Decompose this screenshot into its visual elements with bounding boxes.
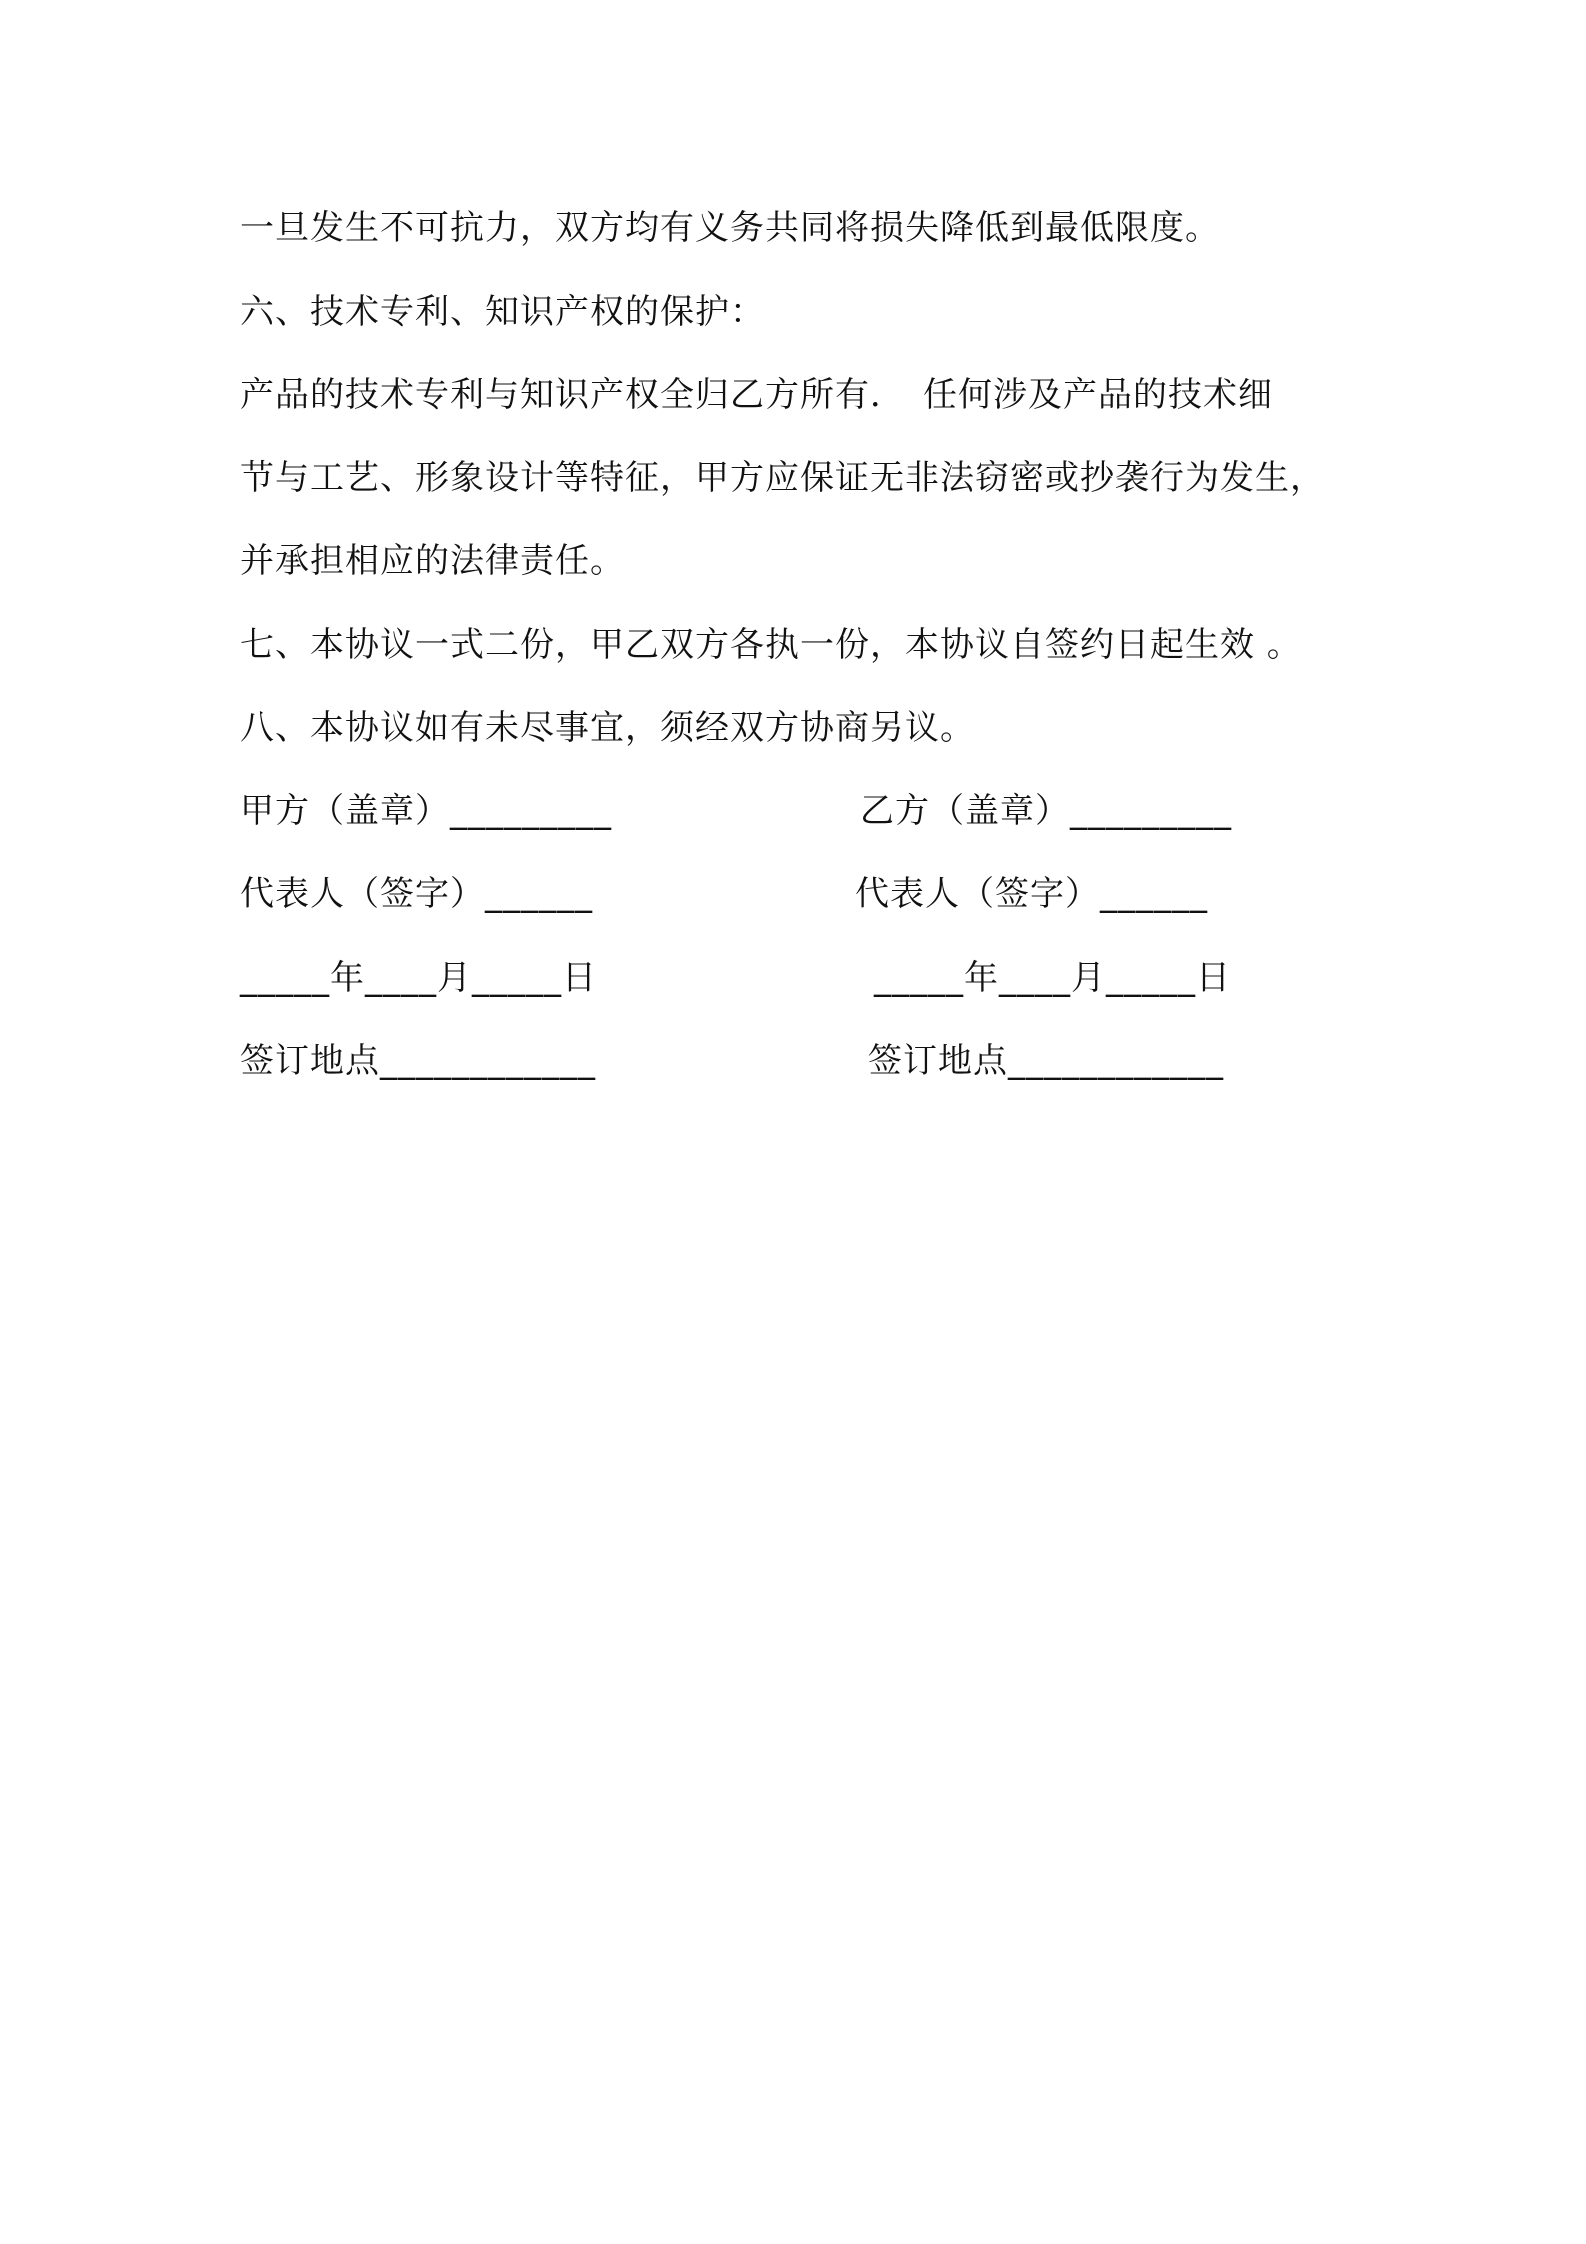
party-a-date: _____年____月_____日: [240, 958, 597, 998]
section-copies: 七、本协议一式二份，甲乙双方各执一份，本协议自签约日起生效 。: [240, 625, 1302, 665]
party-b-date: _____年____月_____日: [874, 958, 1231, 998]
paragraph-force-majeure: 一旦发生不可抗力，双方均有义务共同将损失降低到最低限度。: [240, 208, 1220, 248]
paragraph-ip-line-2: 节与工艺、形象设计等特征，甲方应保证无非法窃密或抄袭行为发生，: [240, 458, 1325, 498]
party-a-place: 签订地点____________: [240, 1041, 596, 1081]
paragraph-ip-line-3: 并承担相应的法律责任。: [240, 541, 625, 581]
section-heading-ip-protection: 六、技术专利、知识产权的保护：: [240, 292, 765, 332]
section-other-matters: 八、本协议如有未尽事宜，须经双方协商另议。: [240, 708, 975, 748]
party-a-seal: 甲方（盖章）_________: [240, 791, 612, 831]
party-a-representative: 代表人（签字）______: [240, 874, 593, 914]
paragraph-ip-line-1: 产品的技术专利与知识产权全归乙方所有． 任何涉及产品的技术细: [240, 375, 1273, 415]
party-b-place: 签订地点____________: [868, 1041, 1224, 1081]
party-b-representative: 代表人（签字）______: [855, 874, 1208, 914]
party-b-seal: 乙方（盖章）_________: [860, 791, 1232, 831]
